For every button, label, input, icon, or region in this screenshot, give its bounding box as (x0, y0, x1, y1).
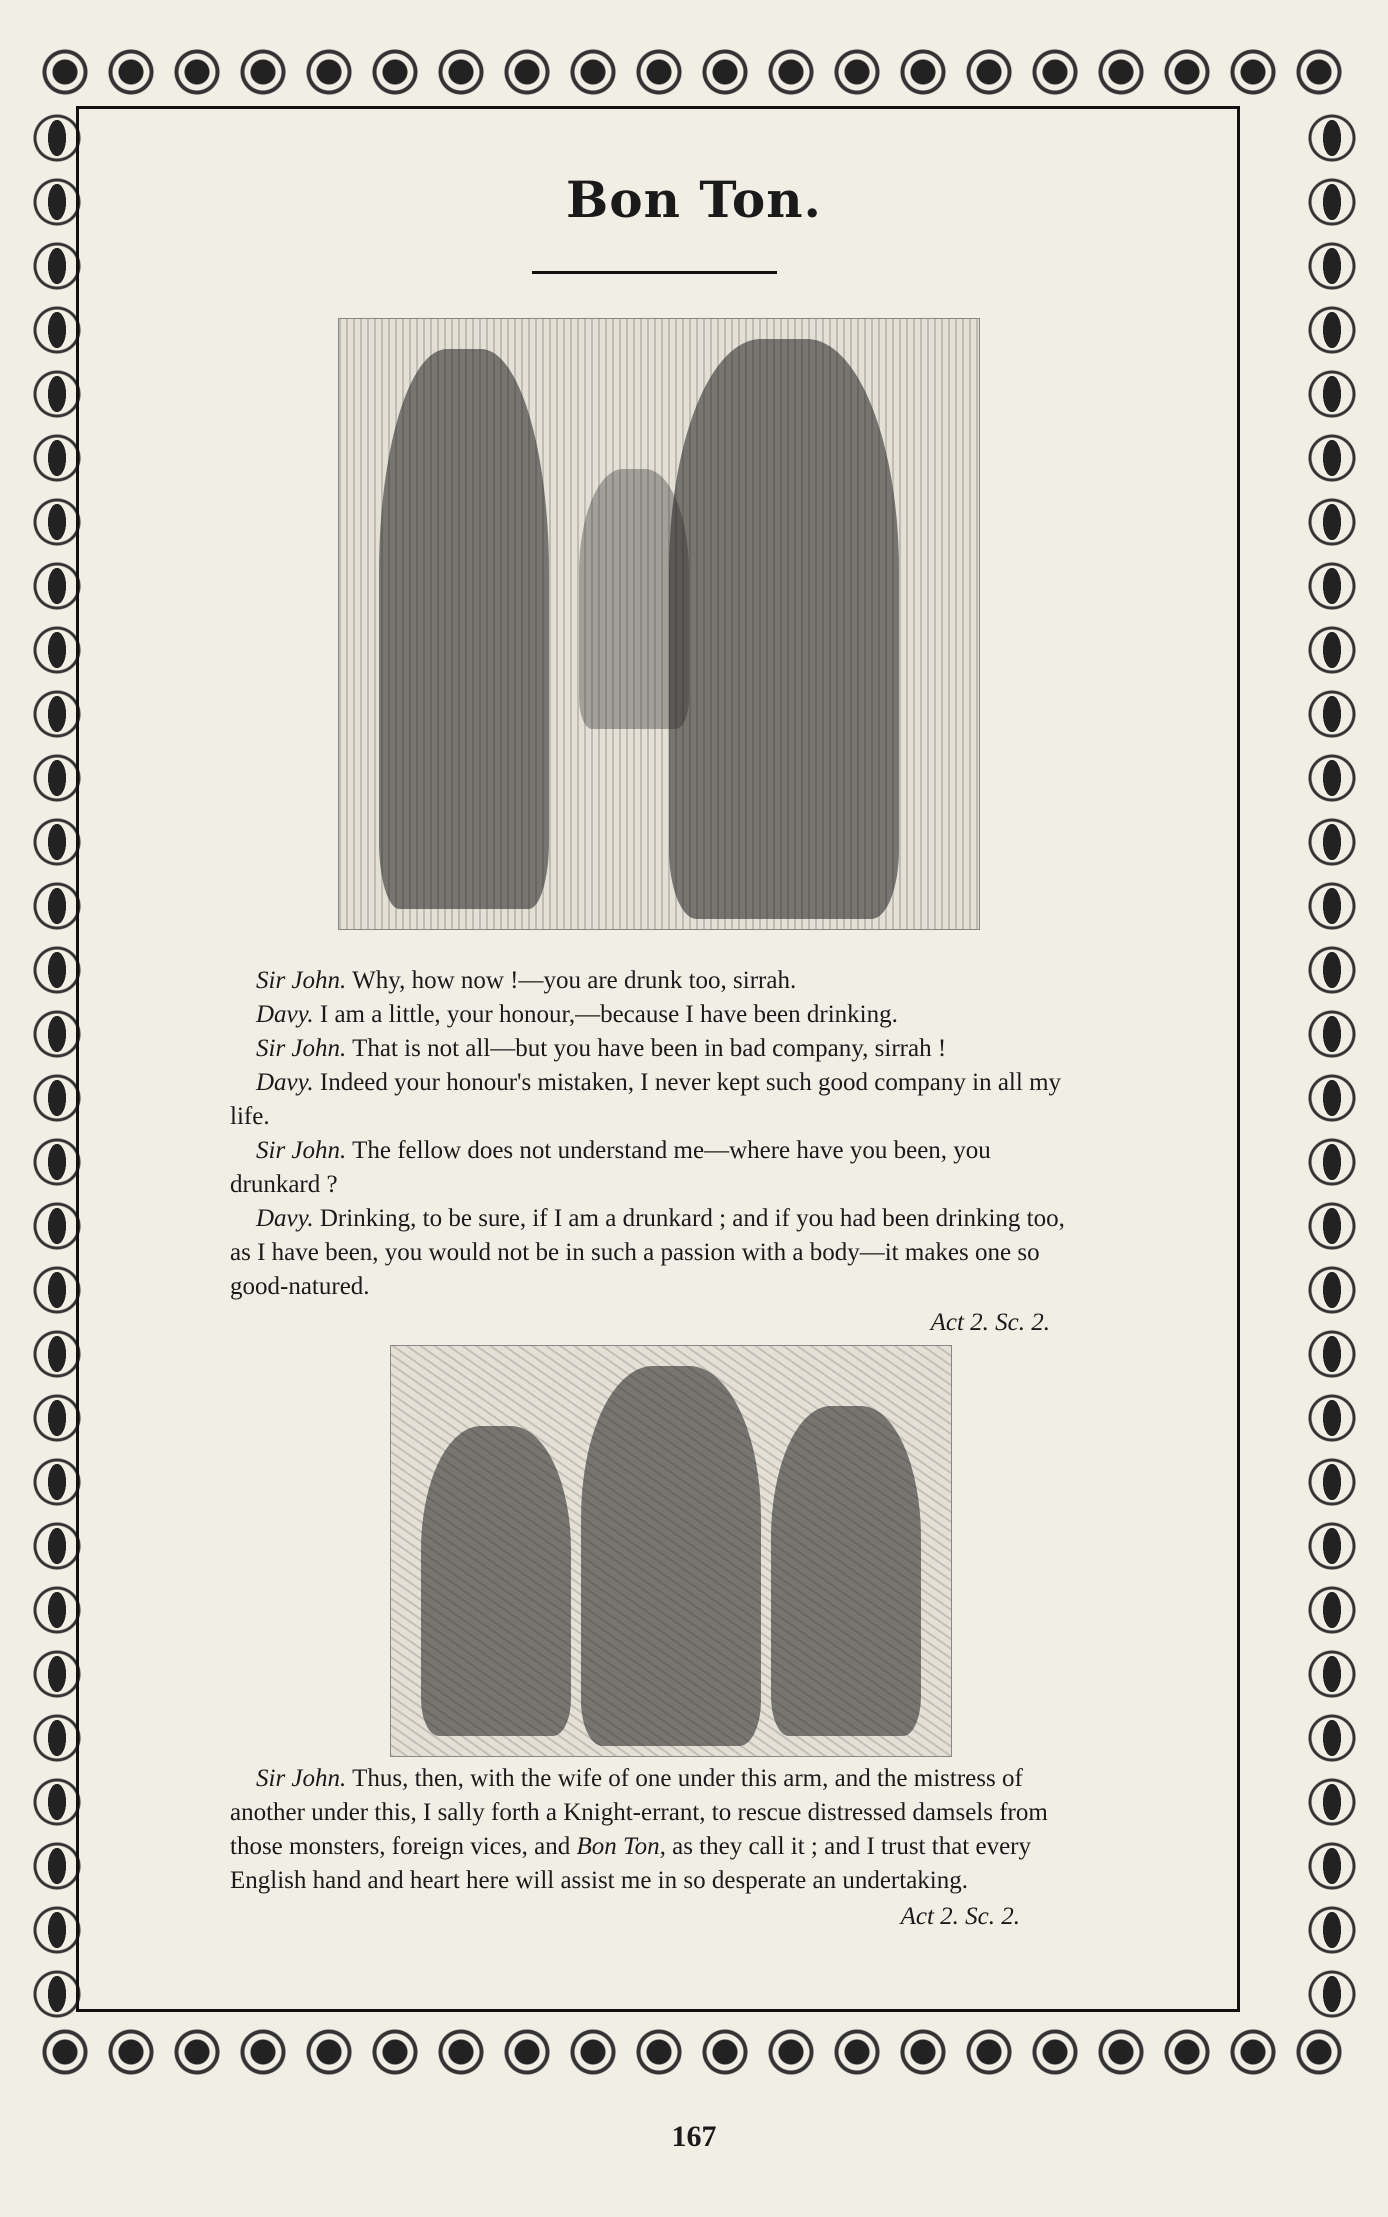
ornamental-border-left (32, 106, 82, 2018)
ornamental-border-right (1307, 106, 1357, 2018)
dialogue-line (230, 1032, 1080, 1066)
closing-text-after: as they call it ; and I trust that every English hand and heart here will assist me in so desperate an undertaking. (230, 1833, 1032, 1894)
figure-lady-right (771, 1406, 921, 1736)
figure-lady-left (421, 1426, 571, 1736)
dialogue-line (230, 1202, 1080, 1304)
line-text: The fellow does not understand me—where have you been, you drunkard ? (230, 1137, 991, 1198)
line-text: That is not all—but you have been in bad company, sirrah ! (352, 1035, 947, 1062)
citation-bottom: Act 2. Sc. 2. (900, 1903, 1020, 1930)
figure-davy (379, 349, 549, 909)
figure-knight (581, 1366, 761, 1746)
closing-emphasis: Bon Ton, (576, 1833, 666, 1860)
closing-text-before: Thus, then, with the wife of one under this arm, and the mistress of another under this, I sally forth a Knight-errant, to rescue distressed damsels from those monsters, foreign vices, and (230, 1765, 1048, 1860)
engraving-sir-john-and-davy (338, 318, 980, 930)
line-text: Drinking, to be sure, if I am a drunkard ; and if you had been drinking too, as I have been, you would not be in such a passion with a body—it makes one so good-natured. (230, 1205, 1065, 1300)
speaker-name: Davy. (256, 1001, 314, 1028)
dialogue-line (230, 1066, 1080, 1134)
line-text: I am a little, your honour,—because I have been drinking. (319, 1001, 898, 1028)
speaker-name: Sir John. (256, 1137, 347, 1164)
page-title: Bon Ton. (566, 170, 822, 229)
speaker-name: Davy. (256, 1069, 314, 1096)
dialogue-line (230, 998, 1080, 1032)
speaker-name: Sir John. (256, 967, 347, 994)
page-number: 167 (671, 2120, 717, 2153)
dialogue-block (230, 964, 1080, 1340)
title-rule (532, 271, 777, 274)
closing-paragraph (230, 1762, 1090, 1898)
line-text: Why, how now !—you are drunk too, sirrah. (352, 967, 797, 994)
engraving-knight-with-two-ladies (390, 1345, 952, 1757)
speaker-name: Sir John. (256, 1765, 347, 1792)
dialogue-line (230, 1134, 1080, 1202)
dialogue-line (230, 964, 1080, 998)
ornamental-border-top (32, 38, 1357, 106)
figure-sir-john (669, 339, 899, 919)
speaker-name: Davy. (256, 1205, 314, 1232)
closing-speech (230, 1762, 1090, 1934)
speaker-name: Sir John. (256, 1035, 347, 1062)
citation-top: Act 2. Sc. 2. (930, 1309, 1050, 1336)
line-text: Indeed your honour's mistaken, I never kept such good company in all my life. (230, 1069, 1062, 1130)
ornamental-border-bottom (32, 2018, 1357, 2086)
